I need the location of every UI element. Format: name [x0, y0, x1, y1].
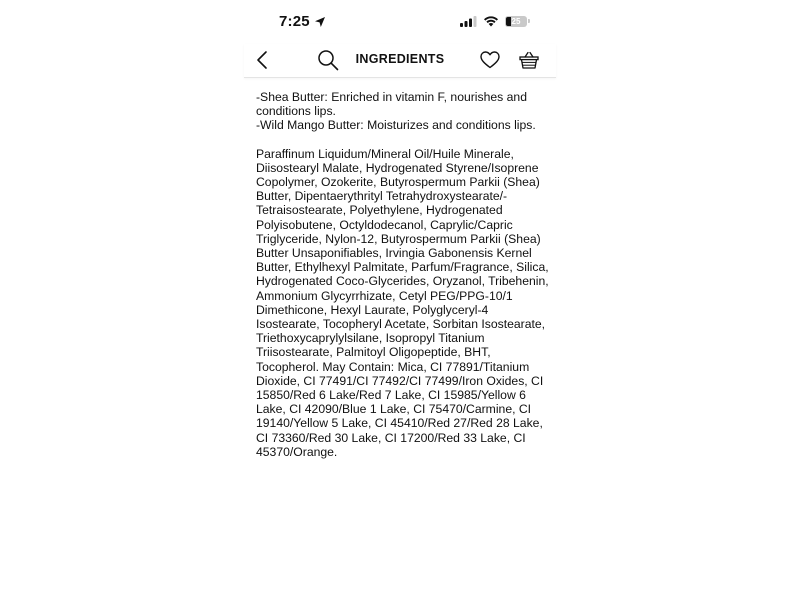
basket-icon [519, 50, 539, 70]
benefit-shea-butter: -Shea Butter: Enriched in vitamin F, nourishes and conditions lips. [256, 90, 527, 119]
search-button[interactable] [317, 49, 339, 71]
heart-icon [480, 51, 500, 69]
ingredients-content [256, 90, 550, 459]
status-indicators [460, 15, 530, 27]
search-icon [317, 49, 339, 71]
battery-tip [528, 19, 530, 23]
ingredients-list: Paraffinum Liquidum/Mineral Oil/Huile Minerale, Diisostearyl Malate, Hydrogenated Styrene/Isoprene Copolymer, Ozokerite, Butyrospermum Parkii (Shea) Butter, Dipentaerythrityl Tetrahydroxystearate/-Tetraisostearate, Polyethylene, Hydrogenated Polyisobutene, Octyldodecanol, Caprylic/Capric Triglyceride, Nylon-12, Butyrospermum Parkii (Shea) Butter Unsaponifiables, Irvingia Gabonensis Kernel Butter, Ethylhexyl Palmitate, Parfum/Fragrance, Silica, Hydrogenated Coco-Glycerides, Oryzanol, Tribehenin, Ammonium Glycyrrhizate, Cetyl PEG/PPG-10/1 Dimethicone, Hexyl Laurate, Polyglyceryl-4 Isostearate, Tocopheryl Acetate, Sorbitan Isostearate, Triethoxycaprylylsilane, Isopropyl Titanium Triisostearate, Palmitoyl Oligopeptide, BHT, Tocopherol. May Contain: Mica, CI 77891/Titanium Dioxide, CI 77491/CI 77492/CI 77499/Iron Oxides, CI 15850/Red 6 Lake/Red 7 Lake, CI 15985/Yellow 6 Lake, CI 42090/Blue 1 Lake, CI 75470/Carmine, CI 19140/Yellow 5 Lake, CI 45410/Red 27/Red 28 Lake, CI 73360/Red 30 Lake, CI 17200/Red 33 Lake, CI 45370/Orange. [256, 146, 549, 459]
wifi-icon [483, 15, 499, 27]
battery-level: 25 [511, 16, 521, 26]
cellular-signal-icon [460, 16, 477, 27]
battery-icon [505, 16, 527, 27]
nav-bar [244, 44, 556, 78]
page-title: INGREDIENTS [355, 52, 445, 66]
basket-button[interactable] [519, 50, 539, 70]
battery-fill [506, 17, 511, 26]
benefit-wild-mango-butter: -Wild Mango Butter: Moisturizes and conditions lips. [256, 118, 536, 133]
status-bar [244, 0, 556, 44]
back-button[interactable] [254, 50, 272, 70]
back-chevron-icon [254, 50, 272, 70]
status-time-group [279, 13, 326, 30]
status-time: 7:25 [279, 13, 310, 30]
location-arrow-icon [314, 16, 326, 28]
wishlist-button[interactable] [480, 51, 500, 69]
phone-screen [244, 0, 556, 600]
